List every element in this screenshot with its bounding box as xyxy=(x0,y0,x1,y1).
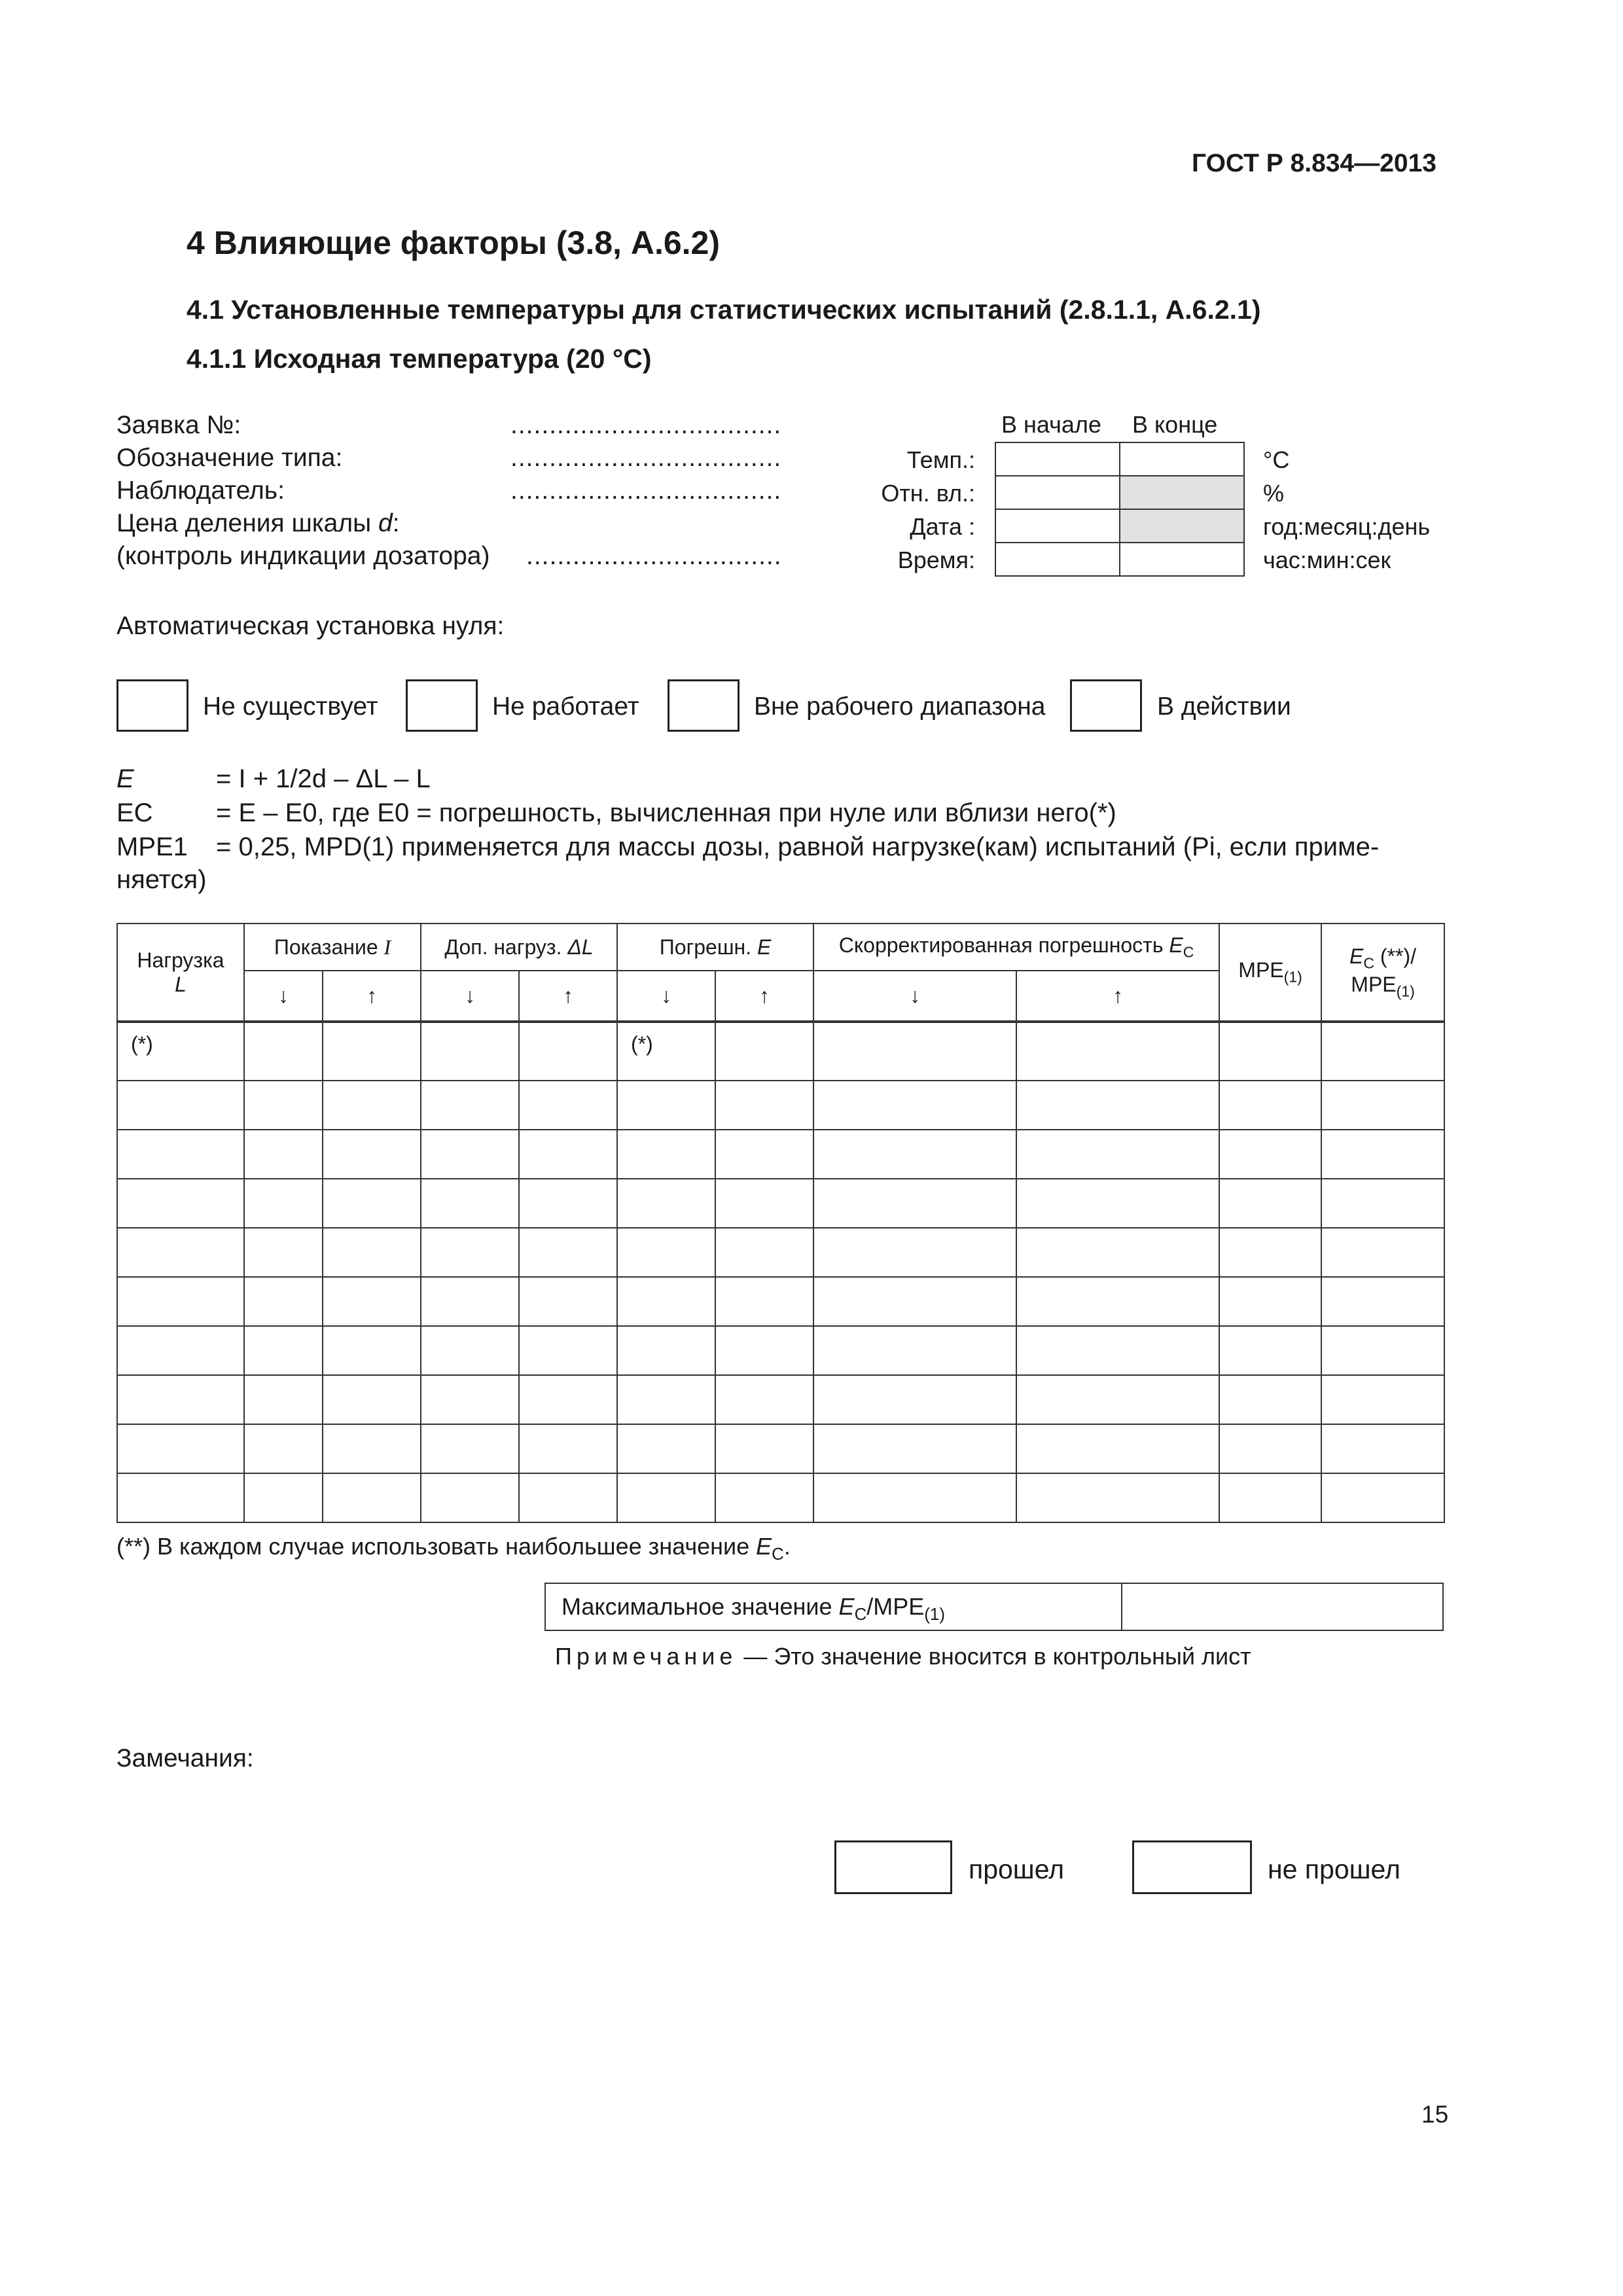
remarks-label: Замечания: xyxy=(116,1744,254,1772)
col-start-header: В начале xyxy=(1001,411,1101,438)
table-cell[interactable] xyxy=(117,1277,244,1326)
page-number: 15 xyxy=(1421,2101,1449,2128)
table-cell[interactable] xyxy=(519,1424,617,1473)
table-cell[interactable] xyxy=(1321,1375,1444,1424)
table-cell[interactable] xyxy=(117,1375,244,1424)
table-cell[interactable] xyxy=(117,1424,244,1473)
humidity-unit: % xyxy=(1263,480,1285,507)
table-cell[interactable] xyxy=(519,1130,617,1179)
formula-mpe-name: MPE1 xyxy=(116,833,188,861)
table-cell[interactable] xyxy=(617,1081,715,1130)
table-row xyxy=(117,1473,1444,1522)
table-cell[interactable] xyxy=(715,1022,813,1081)
arrow-up-icon: ↑ xyxy=(519,971,617,1022)
table-cell[interactable] xyxy=(244,1424,323,1473)
table-cell[interactable] xyxy=(519,1022,617,1081)
table-cell[interactable] xyxy=(617,1130,715,1179)
table-cell[interactable] xyxy=(617,1277,715,1326)
table-cell[interactable] xyxy=(715,1375,813,1424)
formula-e-name: E xyxy=(116,764,134,793)
table-row xyxy=(117,1081,1444,1130)
temp-unit: °С xyxy=(1263,446,1290,473)
arrow-down-icon: ↓ xyxy=(617,971,715,1022)
table-cell[interactable] xyxy=(813,1228,1016,1277)
formula-ec-expr: = E – E0, где E0 = погрешность, вычисленная при нуле или вблизи него(*) xyxy=(216,798,1116,827)
humidity-label: Отн. вл.: xyxy=(881,480,975,507)
table-cell[interactable] xyxy=(813,1375,1016,1424)
header-ratio: $E_C$ (**)/ $MPE_{(1)}$ xyxy=(1321,924,1444,1022)
max-value-label: Максимальное значение $E_C/MPE_{(1)}$ xyxy=(544,1583,1122,1631)
table-cell[interactable] xyxy=(519,1473,617,1522)
failed-label: не прошел xyxy=(1268,1854,1400,1884)
table-row xyxy=(117,1179,1444,1228)
temp-label: Темп.: xyxy=(906,446,975,473)
header-load: Нагрузка L xyxy=(117,924,244,1022)
date-label: Дата : xyxy=(910,513,975,540)
test-table xyxy=(116,923,1445,1523)
passed-checkbox[interactable] xyxy=(834,1840,952,1894)
formula-ec-name: EC xyxy=(116,798,153,827)
table-row xyxy=(117,1130,1444,1179)
table-cell[interactable] xyxy=(323,1081,421,1130)
table-cell[interactable] xyxy=(421,1081,519,1130)
table-cell[interactable] xyxy=(1016,1424,1219,1473)
document-id: ГОСТ Р 8.834—2013 xyxy=(1192,149,1436,177)
time-end-field[interactable] xyxy=(1119,542,1245,577)
table-cell[interactable] xyxy=(813,1277,1016,1326)
table-cell[interactable] xyxy=(421,1179,519,1228)
header-reading: Показание I xyxy=(244,924,421,971)
dosing-indication-label: (контроль индикации дозатора) xyxy=(116,542,490,570)
header-add-load: Доп. нагруз. ΔL xyxy=(421,924,617,971)
table-cell[interactable] xyxy=(244,1375,323,1424)
header-corrected-error: Скорректированная погрешность $E_C$ xyxy=(813,924,1219,971)
formula-mpe-continuation: няется) xyxy=(116,865,207,894)
type-designation-label: Обозначение типа: xyxy=(116,444,343,472)
table-cell[interactable] xyxy=(1321,1277,1444,1326)
table-cell[interactable] xyxy=(813,1022,1016,1081)
header-mpe: $MPE_{(1)}$ xyxy=(1219,924,1321,1022)
observer-field[interactable]: ................................... xyxy=(510,476,782,505)
table-cell[interactable] xyxy=(1321,1022,1444,1081)
table-cell[interactable] xyxy=(1016,1326,1219,1375)
arrow-down-icon: ↓ xyxy=(244,971,323,1022)
dosing-indication-field[interactable]: ................................. xyxy=(526,542,782,570)
table-cell[interactable] xyxy=(421,1375,519,1424)
table-cell[interactable] xyxy=(519,1277,617,1326)
table-cell[interactable] xyxy=(715,1081,813,1130)
table-cell[interactable] xyxy=(715,1130,813,1179)
table-cell[interactable] xyxy=(715,1179,813,1228)
table-cell[interactable] xyxy=(1219,1375,1321,1424)
zero-out-of-range-checkbox[interactable] xyxy=(668,679,740,732)
table-cell[interactable] xyxy=(117,1081,244,1130)
table-cell[interactable] xyxy=(715,1424,813,1473)
table-cell[interactable] xyxy=(117,1228,244,1277)
table-cell[interactable] xyxy=(323,1022,421,1081)
zero-error-mark: (*) xyxy=(617,1022,715,1081)
table-cell[interactable] xyxy=(421,1022,519,1081)
col-end-header: В конце xyxy=(1132,411,1218,438)
table-cell[interactable] xyxy=(1016,1277,1219,1326)
table-cell[interactable] xyxy=(244,1179,323,1228)
table-cell[interactable] xyxy=(323,1130,421,1179)
table-cell[interactable] xyxy=(1016,1375,1219,1424)
table-cell[interactable] xyxy=(117,1130,244,1179)
passed-label: прошел xyxy=(969,1854,1065,1884)
zero-not-exist-checkbox[interactable] xyxy=(116,679,188,732)
table-cell[interactable] xyxy=(1016,1473,1219,1522)
table-cell[interactable] xyxy=(323,1375,421,1424)
humidity-start-field[interactable] xyxy=(995,475,1120,510)
table-cell[interactable] xyxy=(421,1424,519,1473)
table-cell[interactable] xyxy=(1321,1081,1444,1130)
table-cell[interactable] xyxy=(117,1179,244,1228)
table-cell[interactable] xyxy=(244,1081,323,1130)
table-cell[interactable] xyxy=(421,1277,519,1326)
table-cell[interactable] xyxy=(519,1179,617,1228)
table-cell[interactable] xyxy=(1321,1179,1444,1228)
table-cell[interactable] xyxy=(1219,1473,1321,1522)
section-heading: 4 Влияющие факторы (3.8, А.6.2) xyxy=(187,224,720,261)
failed-checkbox[interactable] xyxy=(1132,1840,1252,1894)
table-cell[interactable] xyxy=(1219,1130,1321,1179)
zero-not-exist-label: Не существует xyxy=(203,692,378,721)
table-cell[interactable] xyxy=(519,1228,617,1277)
table-cell[interactable] xyxy=(1321,1130,1444,1179)
date-start-field[interactable] xyxy=(995,509,1120,543)
table-cell[interactable] xyxy=(244,1277,323,1326)
table-cell[interactable] xyxy=(117,1473,244,1522)
table-cell[interactable] xyxy=(1219,1179,1321,1228)
arrow-up-icon: ↑ xyxy=(715,971,813,1022)
arrow-up-icon: ↑ xyxy=(1016,971,1219,1022)
table-cell[interactable] xyxy=(323,1228,421,1277)
formula-e-expr: = I + 1/2d – ΔL – L xyxy=(216,764,431,793)
subsubsection-heading: 4.1.1 Исходная температура (20 °С) xyxy=(187,344,652,374)
table-row xyxy=(117,1022,1444,1081)
table-cell[interactable] xyxy=(244,1326,323,1375)
subsection-heading: 4.1 Установленные температуры для статистических испытаний (2.8.1.1, А.6.2.1) xyxy=(187,295,1261,325)
table-cell[interactable] xyxy=(617,1228,715,1277)
table-cell[interactable] xyxy=(117,1326,244,1375)
table-cell[interactable] xyxy=(1321,1228,1444,1277)
zero-load-mark: (*) xyxy=(117,1022,244,1081)
table-cell[interactable] xyxy=(421,1326,519,1375)
humidity-end-field xyxy=(1119,475,1245,510)
table-cell[interactable] xyxy=(244,1228,323,1277)
table-row xyxy=(117,1375,1444,1424)
zero-not-working-label: Не работает xyxy=(492,692,639,721)
table-cell[interactable] xyxy=(813,1326,1016,1375)
time-unit: час:мин:сек xyxy=(1263,547,1391,573)
table-cell[interactable] xyxy=(1016,1130,1219,1179)
table-cell[interactable] xyxy=(1016,1022,1219,1081)
arrow-down-icon: ↓ xyxy=(813,971,1016,1022)
table-cell[interactable] xyxy=(421,1473,519,1522)
table-cell[interactable] xyxy=(323,1424,421,1473)
table-cell[interactable] xyxy=(1219,1424,1321,1473)
table-cell[interactable] xyxy=(715,1228,813,1277)
table-cell[interactable] xyxy=(813,1130,1016,1179)
time-label: Время: xyxy=(897,547,975,573)
table-cell[interactable] xyxy=(244,1022,323,1081)
table-cell[interactable] xyxy=(1321,1473,1444,1522)
table-cell[interactable] xyxy=(323,1326,421,1375)
date-end-field xyxy=(1119,509,1245,543)
scale-division-label: Цена деления шкалы d: xyxy=(116,509,400,537)
zero-out-of-range-label: Вне рабочего диапазона xyxy=(754,692,1046,721)
table-cell[interactable] xyxy=(1321,1326,1444,1375)
table-cell[interactable] xyxy=(1321,1424,1444,1473)
table-cell[interactable] xyxy=(1016,1081,1219,1130)
table-cell[interactable] xyxy=(421,1130,519,1179)
header-error: Погрешн. E xyxy=(617,924,813,971)
time-start-field[interactable] xyxy=(995,542,1120,577)
table-cell[interactable] xyxy=(617,1424,715,1473)
formula-mpe-expr: = 0,25, MPD(1) применяется для массы дозы, равной нагрузке(кам) испытаний (Pi, если приме- xyxy=(216,833,1380,861)
table-cell[interactable] xyxy=(244,1130,323,1179)
temp-start-field[interactable] xyxy=(995,442,1120,476)
table-cell[interactable] xyxy=(813,1424,1016,1473)
max-value-field[interactable] xyxy=(1121,1583,1444,1631)
table-cell[interactable] xyxy=(1219,1277,1321,1326)
table-row xyxy=(117,1424,1444,1473)
table-row xyxy=(117,1326,1444,1375)
table-cell[interactable] xyxy=(617,1375,715,1424)
table-cell[interactable] xyxy=(323,1179,421,1228)
table-cell[interactable] xyxy=(1016,1228,1219,1277)
zero-active-checkbox[interactable] xyxy=(1070,679,1142,732)
auto-zero-title: Автоматическая установка нуля: xyxy=(116,612,505,640)
table-cell[interactable] xyxy=(1219,1326,1321,1375)
table-cell[interactable] xyxy=(519,1326,617,1375)
table-cell[interactable] xyxy=(323,1473,421,1522)
table-cell[interactable] xyxy=(813,1473,1016,1522)
arrow-up-icon: ↑ xyxy=(323,971,421,1022)
footnote: (**) В каждом случае использовать наибольшее значение $E_C$. xyxy=(116,1533,791,1564)
observer-label: Наблюдатель: xyxy=(116,476,285,505)
application-number-label: Заявка №: xyxy=(116,411,241,439)
arrow-down-icon: ↓ xyxy=(421,971,519,1022)
table-cell[interactable] xyxy=(715,1326,813,1375)
table-cell[interactable] xyxy=(519,1081,617,1130)
table-cell[interactable] xyxy=(617,1179,715,1228)
table-cell[interactable] xyxy=(617,1326,715,1375)
table-row xyxy=(117,1277,1444,1326)
table-cell[interactable] xyxy=(421,1228,519,1277)
zero-active-label: В действии xyxy=(1157,692,1291,721)
table-cell[interactable] xyxy=(1219,1081,1321,1130)
table-cell[interactable] xyxy=(1219,1228,1321,1277)
table-cell[interactable] xyxy=(1016,1179,1219,1228)
application-number-field[interactable]: ................................... xyxy=(510,411,782,439)
date-unit: год:месяц:день xyxy=(1263,513,1431,540)
type-designation-field[interactable]: ................................... xyxy=(510,444,782,472)
table-cell[interactable] xyxy=(813,1179,1016,1228)
table-cell[interactable] xyxy=(617,1473,715,1522)
table-cell[interactable] xyxy=(519,1375,617,1424)
zero-not-working-checkbox[interactable] xyxy=(406,679,478,732)
table-row xyxy=(117,1228,1444,1277)
table-cell[interactable] xyxy=(1219,1022,1321,1081)
temp-end-field[interactable] xyxy=(1119,442,1245,476)
table-cell[interactable] xyxy=(715,1277,813,1326)
table-cell[interactable] xyxy=(323,1277,421,1326)
table-cell[interactable] xyxy=(813,1081,1016,1130)
table-cell[interactable] xyxy=(244,1473,323,1522)
table-cell[interactable] xyxy=(715,1473,813,1522)
note: Примечание — Это значение вносится в контрольный лист xyxy=(555,1643,1251,1670)
